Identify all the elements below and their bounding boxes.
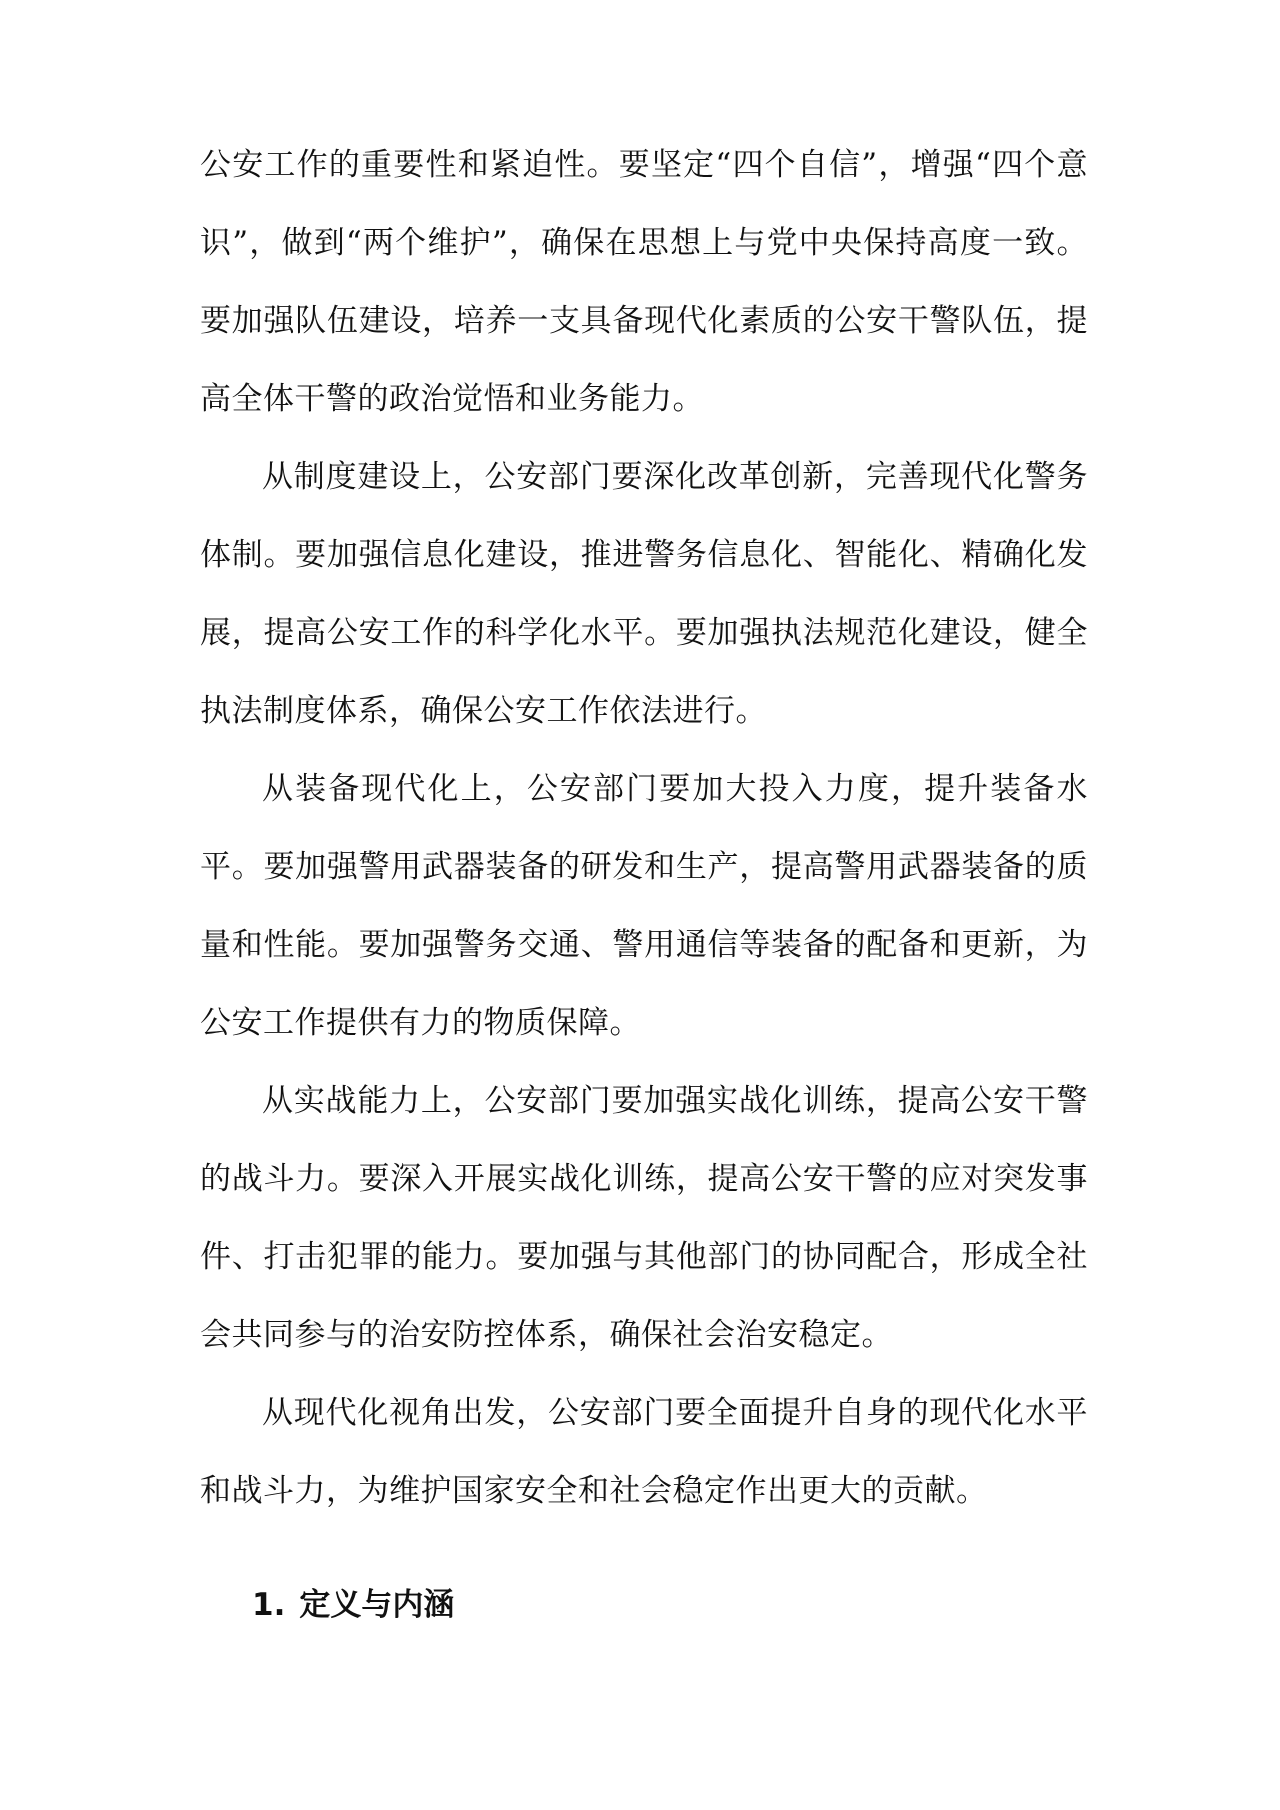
document-page xyxy=(200,126,1088,1644)
body-paragraph-3: 从装备现代化上，公安部门要加大投入力度，提升装备水平。要加强警用武器装备的研发和生产，提高警用武器装备的质量和性能。要加强警务交通、警用通信等装备的配备和更新，为公安工作提供有力的物质保障。 xyxy=(200,771,1088,1041)
section-heading-text: 定义与内涵 xyxy=(299,1587,455,1623)
body-paragraph-4: 从实战能力上，公安部门要加强实战化训练，提高公安干警的战斗力。要深入开展实战化训练，提高公安干警的应对突发事件、打击犯罪的能力。要加强与其他部门的协同配合，形成全社会共同参与的治安防控体系，确保社会治安稳定。 xyxy=(200,1083,1088,1353)
body-paragraph-1: 公安工作的重要性和紧迫性。要坚定“四个自信”，增强“四个意识”，做到“两个维护”，确保在思想上与党中央保持高度一致。要加强队伍建设，培养一支具备现代化素质的公安干警队伍，提高全体干警的政治觉悟和业务能力。 xyxy=(200,147,1088,417)
section-heading-number: 1. xyxy=(252,1587,286,1623)
body-paragraph-5: 从现代化视角出发，公安部门要全面提升自身的现代化水平和战斗力，为维护国家安全和社会稳定作出更大的贡献。 xyxy=(200,1395,1088,1509)
body-paragraph-2: 从制度建设上，公安部门要深化改革创新，完善现代化警务体制。要加强信息化建设，推进警务信息化、智能化、精确化发展，提高公安工作的科学化水平。要加强执法规范化建设，健全执法制度体系，确保公安工作依法进行。 xyxy=(200,459,1088,729)
section-heading xyxy=(200,1566,1088,1644)
